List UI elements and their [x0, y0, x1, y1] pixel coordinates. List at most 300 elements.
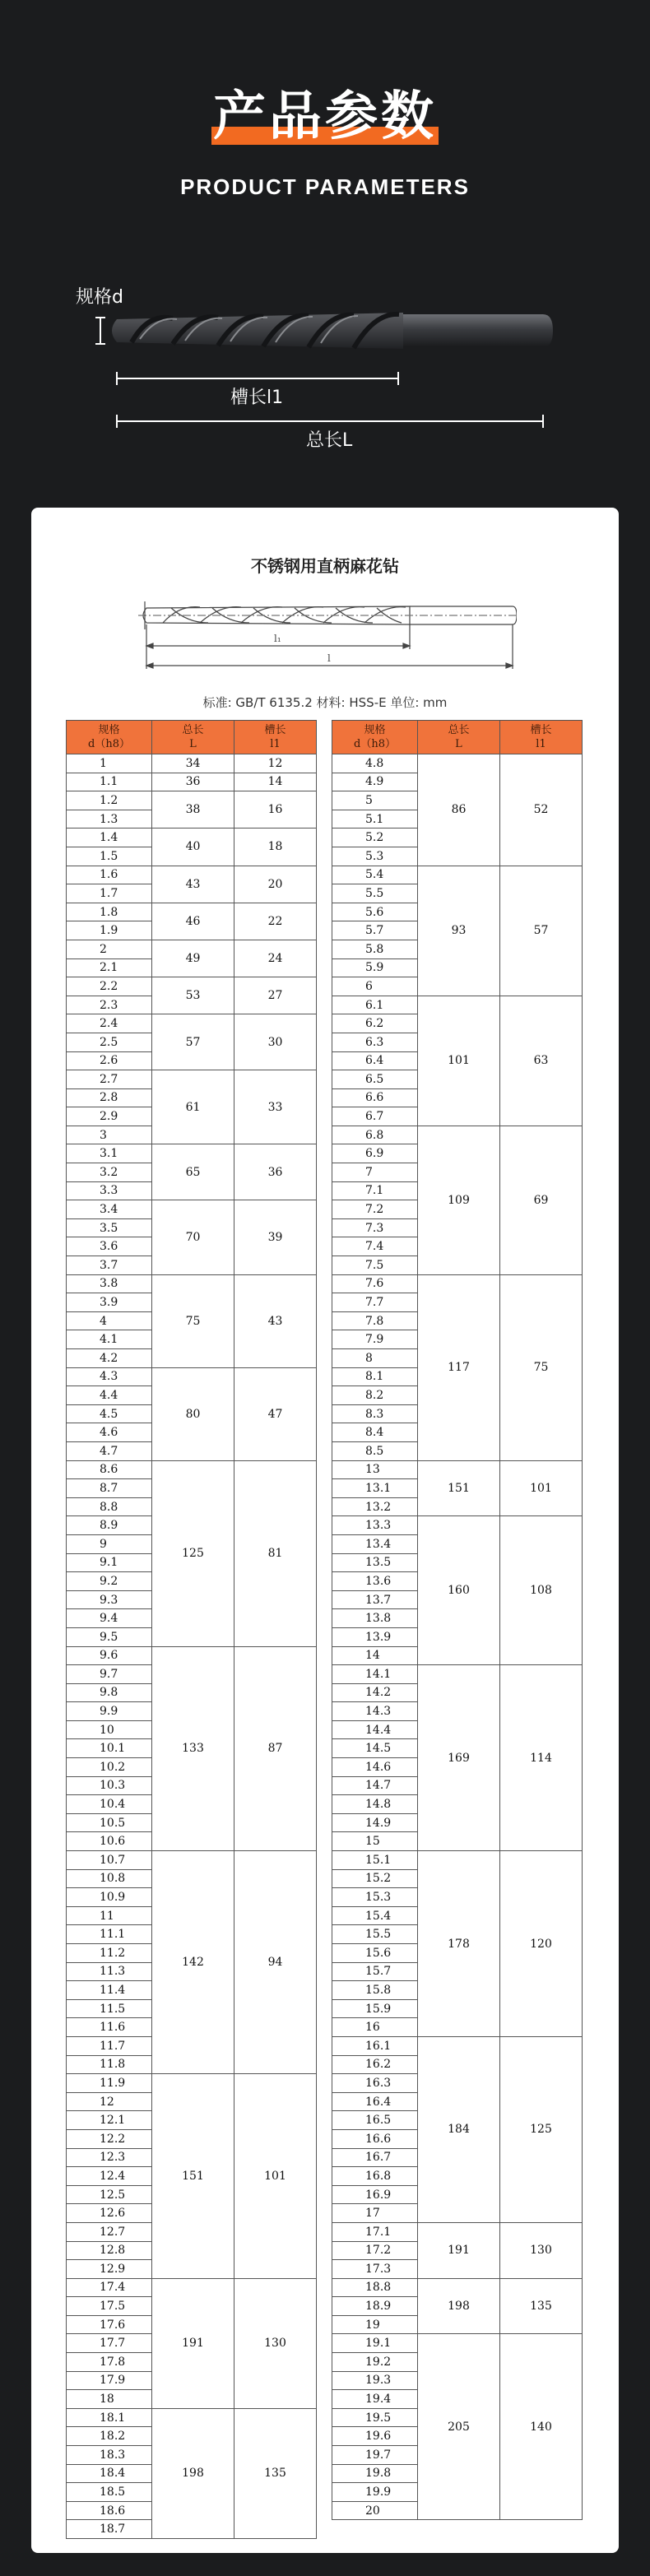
label-total-length: 总长L — [306, 430, 353, 451]
diameter-cell: 14.2 — [332, 1683, 418, 1702]
diameter-cell: 19.2 — [332, 2353, 418, 2372]
diameter-cell: 14 — [332, 1646, 418, 1665]
diameter-cell: 7.1 — [332, 1181, 418, 1200]
total-length-cell: 125 — [152, 1460, 234, 1646]
diameter-cell: 14.1 — [332, 1665, 418, 1684]
diameter-cell: 2.9 — [67, 1107, 152, 1126]
table-row — [67, 1200, 317, 1219]
diameter-cell: 15.5 — [332, 1925, 418, 1944]
diameter-cell: 4.6 — [67, 1423, 152, 1442]
table-row — [67, 1367, 317, 1386]
diameter-cell: 11.9 — [67, 2074, 152, 2093]
diameter-cell: 2.1 — [67, 958, 152, 977]
diameter-cell: 10.3 — [67, 1776, 152, 1795]
diameter-cell: 8.7 — [67, 1479, 152, 1498]
drill-dimension-diagram — [82, 304, 576, 436]
spec-table-left — [66, 720, 317, 2539]
table-row — [67, 940, 317, 958]
drawing-label-l: l — [327, 652, 331, 664]
diameter-cell: 11.1 — [67, 1925, 152, 1944]
diameter-cell: 5.9 — [332, 958, 418, 977]
diameter-cell: 3.7 — [67, 1256, 152, 1275]
page-subtitle: PRODUCT PARAMETERS — [180, 174, 470, 199]
table-row — [67, 1144, 317, 1163]
diameter-cell: 3.9 — [67, 1293, 152, 1312]
diameter-cell: 8.5 — [332, 1441, 418, 1460]
total-length-cell: 117 — [418, 1274, 500, 1460]
diameter-cell: 9.2 — [67, 1572, 152, 1591]
table-row — [67, 903, 317, 921]
diameter-cell: 19.8 — [332, 2464, 418, 2483]
total-length-cell: 34 — [152, 754, 234, 773]
diameter-cell: 13.9 — [332, 1627, 418, 1646]
flute-length-cell: 12 — [234, 754, 317, 773]
diameter-cell: 15.6 — [332, 1944, 418, 1963]
table-row — [67, 2278, 317, 2297]
flute-length-cell: 120 — [500, 1851, 583, 2037]
diameter-cell: 19.6 — [332, 2427, 418, 2446]
header-diameter: 规格 d（h8） — [67, 721, 152, 754]
diameter-cell: 14.7 — [332, 1776, 418, 1795]
table-row — [332, 1274, 583, 1293]
diameter-cell: 5.5 — [332, 884, 418, 903]
diameter-cell: 4.1 — [67, 1330, 152, 1349]
diameter-cell: 3.8 — [67, 1274, 152, 1293]
diameter-cell: 2.8 — [67, 1088, 152, 1107]
diameter-cell: 19.7 — [332, 2446, 418, 2465]
flute-length-cell: 125 — [500, 2036, 583, 2222]
card-title: 不锈钢用直柄麻花钻 — [251, 556, 399, 576]
diameter-cell: 8 — [332, 1349, 418, 1368]
diameter-cell: 13.6 — [332, 1572, 418, 1591]
total-length-cell: 198 — [152, 2408, 234, 2538]
diameter-cell: 19.5 — [332, 2408, 418, 2427]
diameter-cell: 3.6 — [67, 1237, 152, 1256]
diameter-cell: 18.9 — [332, 2297, 418, 2316]
diameter-cell: 17.8 — [67, 2353, 152, 2372]
diameter-cell: 10.7 — [67, 1851, 152, 1870]
diameter-cell: 6.9 — [332, 1144, 418, 1163]
diameter-cell: 17 — [332, 2204, 418, 2223]
diameter-cell: 5.1 — [332, 810, 418, 828]
diameter-cell: 18.7 — [67, 2520, 152, 2539]
flute-length-cell: 57 — [500, 866, 583, 996]
table-row — [67, 828, 317, 847]
table-row — [67, 1070, 317, 1089]
flute-length-cell: 101 — [500, 1460, 583, 1516]
table-row — [332, 1516, 583, 1535]
diameter-cell: 12.6 — [67, 2204, 152, 2223]
diameter-cell: 16.9 — [332, 2185, 418, 2204]
diameter-cell: 17.5 — [67, 2297, 152, 2316]
diameter-cell: 18.4 — [67, 2464, 152, 2483]
diameter-cell: 6.3 — [332, 1033, 418, 1051]
diameter-cell: 4.5 — [67, 1404, 152, 1423]
total-length-cell: 191 — [152, 2278, 234, 2408]
total-length-cell: 151 — [152, 2074, 234, 2279]
diameter-cell: 3.1 — [67, 1144, 152, 1163]
diameter-cell: 18.8 — [332, 2278, 418, 2297]
diameter-cell: 5.4 — [332, 866, 418, 884]
total-length-cell: 184 — [418, 2036, 500, 2222]
total-length-cell: 61 — [152, 1070, 234, 1144]
diameter-cell: 6.4 — [332, 1051, 418, 1070]
total-length-cell: 43 — [152, 866, 234, 903]
flute-length-cell: 130 — [234, 2278, 317, 2408]
drill-shank — [399, 314, 553, 347]
table-row — [332, 2334, 583, 2353]
diameter-cell: 12.5 — [67, 2185, 152, 2204]
flute-length-cell: 24 — [234, 940, 317, 977]
title-text: 产品参数 — [213, 86, 437, 147]
table-row — [67, 754, 317, 773]
diameter-cell: 11.2 — [67, 1944, 152, 1963]
diameter-cell: 15.8 — [332, 1981, 418, 2000]
diameter-cell: 9.4 — [67, 1609, 152, 1628]
diameter-cell: 8.3 — [332, 1404, 418, 1423]
total-length-cell: 93 — [418, 866, 500, 996]
diameter-cell: 6.1 — [332, 996, 418, 1014]
flute-length-cell: 43 — [234, 1274, 317, 1367]
flute-length-cell: 63 — [500, 996, 583, 1126]
diameter-cell: 15.2 — [332, 1869, 418, 1888]
diameter-cell: 13.2 — [332, 1497, 418, 1516]
table-row — [67, 977, 317, 996]
diameter-cell: 13.3 — [332, 1516, 418, 1535]
diameter-cell: 17.4 — [67, 2278, 152, 2297]
diameter-cell: 10.5 — [67, 1813, 152, 1832]
label-diameter: 规格d — [76, 287, 123, 308]
diameter-cell: 10 — [67, 1720, 152, 1739]
diameter-cell: 19.4 — [332, 2390, 418, 2409]
diameter-cell: 3.5 — [67, 1218, 152, 1237]
diameter-cell: 16.3 — [332, 2074, 418, 2093]
diameter-cell: 14.9 — [332, 1813, 418, 1832]
total-length-cell: 178 — [418, 1851, 500, 2037]
total-length-cell: 65 — [152, 1144, 234, 1200]
diameter-cell: 9.6 — [67, 1646, 152, 1665]
diameter-cell: 17.9 — [67, 2371, 152, 2390]
diameter-cell: 7.9 — [332, 1330, 418, 1349]
label-flute-length: 槽长l1 — [230, 388, 284, 408]
page-title — [0, 86, 650, 148]
flute-length-cell: 114 — [500, 1665, 583, 1851]
flute-length-cell: 27 — [234, 977, 317, 1014]
flute-length-cell: 101 — [234, 2074, 317, 2279]
diameter-cell: 1.5 — [67, 847, 152, 866]
table-row — [67, 1014, 317, 1033]
diameter-cell: 14.8 — [332, 1795, 418, 1814]
diameter-cell: 4.7 — [67, 1441, 152, 1460]
diameter-cell: 1 — [67, 754, 152, 773]
table-row — [332, 2278, 583, 2297]
diameter-cell: 9.3 — [67, 1590, 152, 1609]
diameter-cell: 3 — [67, 1126, 152, 1144]
flute-length-cell: 36 — [234, 1144, 317, 1200]
flute-length-cell: 20 — [234, 866, 317, 903]
total-length-cell: 57 — [152, 1014, 234, 1070]
total-length-cell: 205 — [418, 2334, 500, 2520]
standard-note: 标准: GB/T 6135.2 材料: HSS-E 单位: mm — [202, 695, 448, 710]
diameter-cell: 9.8 — [67, 1683, 152, 1702]
total-length-cell: 36 — [152, 773, 234, 791]
spec-table-right — [332, 720, 583, 2520]
diameter-cell: 2.4 — [67, 1014, 152, 1033]
diameter-cell: 19 — [332, 2315, 418, 2334]
diameter-cell: 17.7 — [67, 2334, 152, 2353]
diameter-cell: 1.3 — [67, 810, 152, 828]
diameter-cell: 15.9 — [332, 1999, 418, 2018]
diameter-cell: 10.2 — [67, 1758, 152, 1777]
diameter-cell: 6 — [332, 977, 418, 996]
total-length-cell: 49 — [152, 940, 234, 977]
diameter-cell: 11.7 — [67, 2036, 152, 2055]
diameter-cell: 6.7 — [332, 1107, 418, 1126]
table-row — [67, 1851, 317, 1870]
spec-card — [31, 508, 619, 2553]
diameter-cell: 10.4 — [67, 1795, 152, 1814]
diameter-cell: 12 — [67, 2092, 152, 2111]
diameter-cell: 13 — [332, 1460, 418, 1479]
diameter-cell: 7.8 — [332, 1311, 418, 1330]
diameter-cell: 5 — [332, 791, 418, 810]
diameter-cell: 8.6 — [67, 1460, 152, 1479]
diameter-cell: 6.6 — [332, 1088, 418, 1107]
diameter-cell: 2 — [67, 940, 152, 958]
diameter-cell: 6.2 — [332, 1014, 418, 1033]
flute-length-cell: 94 — [234, 1851, 317, 2074]
header-flute-length: 槽长 l1 — [500, 721, 583, 754]
diameter-cell: 6.8 — [332, 1126, 418, 1144]
diameter-cell: 18.3 — [67, 2446, 152, 2465]
diameter-cell: 2.3 — [67, 996, 152, 1014]
diameter-cell: 19.3 — [332, 2371, 418, 2390]
diameter-cell: 11.6 — [67, 2018, 152, 2037]
flute-length-cell: 16 — [234, 791, 317, 828]
diameter-cell: 5.8 — [332, 940, 418, 958]
diameter-cell: 18.1 — [67, 2408, 152, 2427]
diameter-cell: 14.5 — [332, 1739, 418, 1758]
flute-length-cell: 75 — [500, 1274, 583, 1460]
flute-length-cell: 140 — [500, 2334, 583, 2520]
diameter-cell: 13.8 — [332, 1609, 418, 1628]
total-length-cell: 70 — [152, 1200, 234, 1274]
flute-length-cell: 81 — [234, 1460, 317, 1646]
diameter-cell: 19.1 — [332, 2334, 418, 2353]
table-row — [332, 1460, 583, 1479]
table-row — [332, 754, 583, 773]
diameter-cell: 1.2 — [67, 791, 152, 810]
total-length-cell: 169 — [418, 1665, 500, 1851]
diameter-cell: 7.7 — [332, 1293, 418, 1312]
diameter-cell: 13.4 — [332, 1534, 418, 1553]
diameter-cell: 16.4 — [332, 2092, 418, 2111]
diameter-cell: 7.5 — [332, 1256, 418, 1275]
diameter-cell: 9.5 — [67, 1627, 152, 1646]
diameter-cell: 2.2 — [67, 977, 152, 996]
diameter-cell: 9.1 — [67, 1553, 152, 1572]
table-row — [67, 1274, 317, 1293]
diameter-cell: 8.8 — [67, 1497, 152, 1516]
diameter-cell: 3.4 — [67, 1200, 152, 1219]
total-length-cell: 46 — [152, 903, 234, 940]
diameter-cell: 13.5 — [332, 1553, 418, 1572]
diameter-cell: 16.2 — [332, 2055, 418, 2074]
diameter-cell: 16.8 — [332, 2167, 418, 2186]
diameter-cell: 10.6 — [67, 1832, 152, 1851]
table-row — [332, 996, 583, 1014]
total-length-cell: 86 — [418, 754, 500, 866]
technical-drawing — [138, 590, 517, 680]
total-length-cell: 80 — [152, 1367, 234, 1460]
table-row — [67, 1460, 317, 1479]
table-row — [67, 791, 317, 810]
diameter-cell: 13.1 — [332, 1479, 418, 1498]
diameter-cell: 5.2 — [332, 828, 418, 847]
diameter-cell: 16.7 — [332, 2148, 418, 2167]
diameter-cell: 8.9 — [67, 1516, 152, 1535]
diameter-cell: 17.3 — [332, 2260, 418, 2279]
diameter-cell: 12.2 — [67, 2129, 152, 2148]
flute-length-cell: 87 — [234, 1646, 317, 1851]
header-total-length: 总长 L — [418, 721, 500, 754]
header-flute-length: 槽长 l1 — [234, 721, 317, 754]
diameter-cell: 1.4 — [67, 828, 152, 847]
diameter-cell: 16.5 — [332, 2111, 418, 2130]
flute-length-cell: 39 — [234, 1200, 317, 1274]
diameter-cell: 14.4 — [332, 1720, 418, 1739]
flute-length-cell: 33 — [234, 1070, 317, 1144]
diameter-cell: 1.9 — [67, 921, 152, 940]
diameter-cell: 7.6 — [332, 1274, 418, 1293]
total-length-cell: 40 — [152, 828, 234, 866]
diameter-cell: 2.6 — [67, 1051, 152, 1070]
table-row — [332, 2036, 583, 2055]
diameter-cell: 8.2 — [332, 1386, 418, 1405]
total-length-cell: 191 — [418, 2222, 500, 2278]
table-row — [67, 2408, 317, 2427]
drawing-label-l1: l₁ — [274, 633, 281, 644]
diameter-cell: 4.4 — [67, 1386, 152, 1405]
diameter-cell: 18.2 — [67, 2427, 152, 2446]
diameter-cell: 15.7 — [332, 1962, 418, 1981]
table-row — [67, 2074, 317, 2093]
total-length-cell: 142 — [152, 1851, 234, 2074]
diameter-cell: 11 — [67, 1906, 152, 1925]
diameter-cell: 7.4 — [332, 1237, 418, 1256]
diameter-cell: 11.3 — [67, 1962, 152, 1981]
diameter-cell: 5.7 — [332, 921, 418, 940]
table-row — [332, 2222, 583, 2241]
diameter-cell: 19.9 — [332, 2483, 418, 2502]
diameter-cell: 2.7 — [67, 1070, 152, 1089]
flute-length-cell: 108 — [500, 1516, 583, 1665]
diameter-cell: 10.8 — [67, 1869, 152, 1888]
diameter-cell: 16 — [332, 2018, 418, 2037]
diameter-cell: 7.3 — [332, 1218, 418, 1237]
diameter-cell: 16.1 — [332, 2036, 418, 2055]
diameter-cell: 18.5 — [67, 2483, 152, 2502]
diameter-cell: 2.5 — [67, 1033, 152, 1051]
diameter-cell: 15.4 — [332, 1906, 418, 1925]
diameter-cell: 7.2 — [332, 1200, 418, 1219]
diameter-cell: 15 — [332, 1832, 418, 1851]
diameter-cell: 6.5 — [332, 1070, 418, 1089]
diameter-cell: 11.5 — [67, 1999, 152, 2018]
total-length-cell: 53 — [152, 977, 234, 1014]
table-row — [67, 773, 317, 791]
diameter-cell: 9 — [67, 1534, 152, 1553]
diameter-cell: 14.3 — [332, 1702, 418, 1721]
diameter-cell: 12.7 — [67, 2222, 152, 2241]
diameter-cell: 4 — [67, 1311, 152, 1330]
diameter-cell: 15.1 — [332, 1851, 418, 1870]
flute-length-cell: 22 — [234, 903, 317, 940]
diameter-cell: 12.1 — [67, 2111, 152, 2130]
flute-length-cell: 135 — [500, 2278, 583, 2334]
table-row — [67, 1646, 317, 1665]
table-row — [332, 866, 583, 884]
diameter-cell: 4.8 — [332, 754, 418, 773]
total-length-cell: 198 — [418, 2278, 500, 2334]
table-row — [67, 866, 317, 884]
diameter-cell: 5.6 — [332, 903, 418, 921]
diameter-cell: 7 — [332, 1163, 418, 1182]
diameter-cell: 1.1 — [67, 773, 152, 791]
total-length-cell: 109 — [418, 1126, 500, 1274]
flute-length-cell: 52 — [500, 754, 583, 866]
diameter-cell: 9.9 — [67, 1702, 152, 1721]
diameter-cell: 18 — [67, 2390, 152, 2409]
diameter-cell: 8.4 — [332, 1423, 418, 1442]
total-length-cell: 160 — [418, 1516, 500, 1665]
total-length-cell: 133 — [152, 1646, 234, 1851]
diameter-cell: 13.7 — [332, 1590, 418, 1609]
diameter-cell: 17.6 — [67, 2315, 152, 2334]
header-diameter: 规格 d（h8） — [332, 721, 418, 754]
diameter-cell: 12.3 — [67, 2148, 152, 2167]
flute-length-cell: 135 — [234, 2408, 317, 2538]
diameter-cell: 20 — [332, 2501, 418, 2520]
diameter-cell: 4.9 — [332, 773, 418, 791]
table-row — [332, 1126, 583, 1144]
diameter-cell: 18.6 — [67, 2501, 152, 2520]
flute-length-cell: 47 — [234, 1367, 317, 1460]
diameter-cell: 4.3 — [67, 1367, 152, 1386]
header-total-length: 总长 L — [152, 721, 234, 754]
diameter-cell: 10.1 — [67, 1739, 152, 1758]
diameter-cell: 16.6 — [332, 2129, 418, 2148]
total-length-cell: 151 — [418, 1460, 500, 1516]
diameter-cell: 15.3 — [332, 1888, 418, 1907]
diameter-cell: 11.8 — [67, 2055, 152, 2074]
flute-length-cell: 69 — [500, 1126, 583, 1274]
table-row — [332, 1665, 583, 1684]
diameter-cell: 12.8 — [67, 2241, 152, 2260]
total-length-cell: 38 — [152, 791, 234, 828]
diameter-cell: 3.3 — [67, 1181, 152, 1200]
diameter-cell: 4.2 — [67, 1349, 152, 1368]
flute-length-cell: 130 — [500, 2222, 583, 2278]
diameter-cell: 5.3 — [332, 847, 418, 866]
diameter-cell: 11.4 — [67, 1981, 152, 2000]
flute-length-cell: 14 — [234, 773, 317, 791]
diameter-cell: 1.6 — [67, 866, 152, 884]
diameter-cell: 12.4 — [67, 2167, 152, 2186]
diameter-cell: 12.9 — [67, 2260, 152, 2279]
flute-length-cell: 30 — [234, 1014, 317, 1070]
diameter-cell: 8.1 — [332, 1367, 418, 1386]
